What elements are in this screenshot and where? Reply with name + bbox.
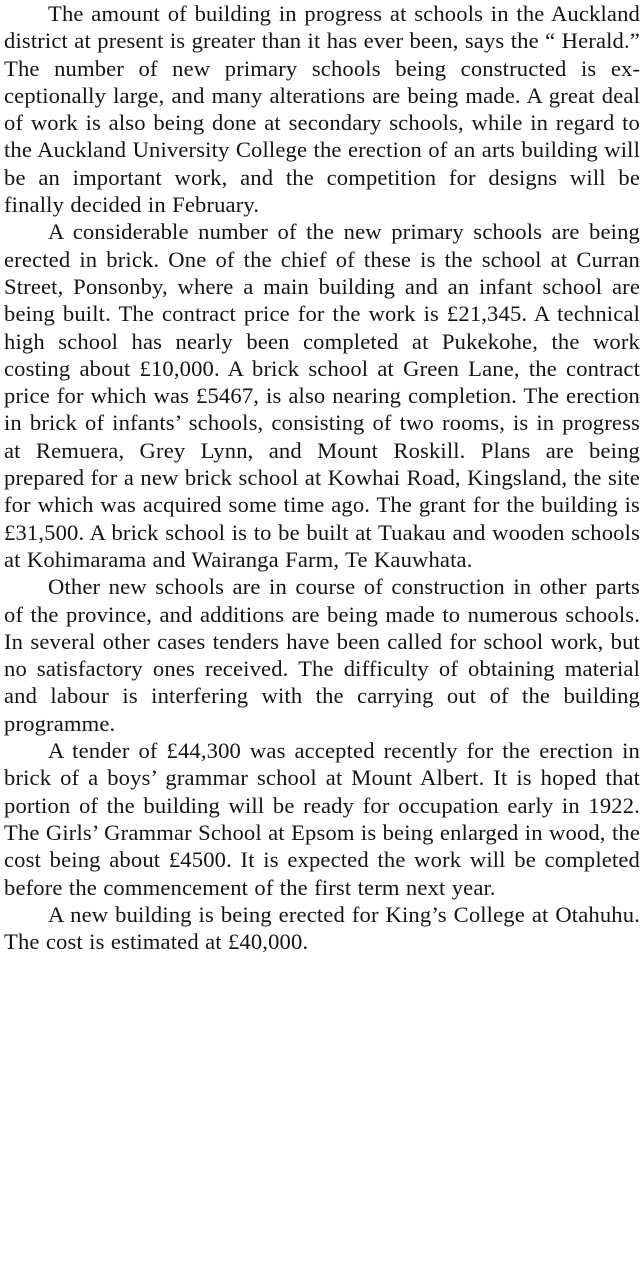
article-column bbox=[4, 0, 640, 955]
paragraph-3: Other new schools are in course of construction in other parts of the province, and additions are being made to numerous schools. In several other cases tenders have been called for school work, but no satisfactory ones received. The difficulty of obtaining material and labour is interfering with the carrying out of the building programme. bbox=[4, 574, 640, 736]
paragraph-5: A new building is being erected for King’s College at Otahuhu. The cost is estimated at £40,000. bbox=[4, 901, 640, 955]
paragraph-2: A considerable number of the new primary schools are being erected in brick. One of the chief of these is the school at Curran Street, Ponsonby, where a main building and an infant school are being built. The contract price for the work is £21,345. A technical high school has nearly been completed at Pukekohe, the work costing about £10,000. A brick school at Green Lane, the contract price for which was £5467, is also nearing completion. The erection in brick of infants’ schools, consisting of two rooms, is in progress at Remuera, Grey Lynn, and Mount Roskill. Plans are being prepared for a new brick school at Kowhai Road, Kingsland, the site for which was acquired some time ago. The grant for the building is £31,500. A brick school is to be built at Tuakau and wooden schools at Kohimarama and Wairanga Farm, Te Kauwhata. bbox=[4, 219, 640, 572]
paragraph-1: The amount of building in progress at schools in the Auckland district at present is greater than it has ever been, says the “ Herald.” The number of new primary schools being constructed is exceptionally large, and many alterations are being made. A great deal of work is also being done at secondary schools, while in regard to the Auckland University College the erection of an arts building will be an important work, and the competition for designs will be finally decided in February. bbox=[4, 1, 640, 218]
paragraph-4: A tender of £44,300 was accepted recently for the erection in brick of a boys’ grammar school at Mount Albert. It is hoped that portion of the building will be ready for occupation early in 1922. The Girls’ Grammar School at Epsom is being enlarged in wood, the cost being about £4500. It is expected the work will be completed before the commencement of the first term next year. bbox=[4, 738, 640, 900]
